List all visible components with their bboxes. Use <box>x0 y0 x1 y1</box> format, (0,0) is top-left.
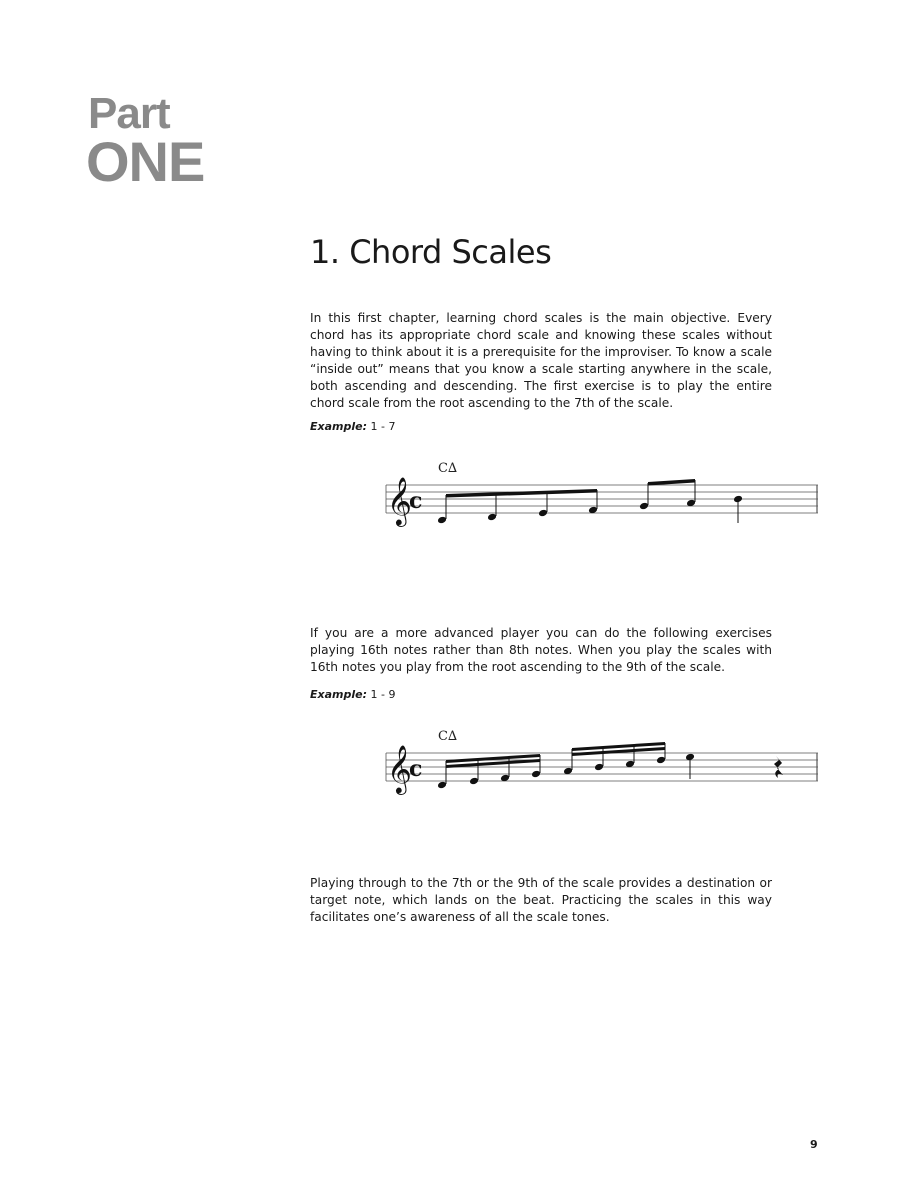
example-range: 1 - 9 <box>367 688 396 701</box>
treble-clef-icon: 𝄞 <box>387 744 412 793</box>
note-head <box>437 781 447 790</box>
note-head <box>469 777 479 786</box>
note-head <box>437 516 447 525</box>
note-head <box>639 502 649 511</box>
example-range: 1 - 7 <box>367 420 396 433</box>
note-head <box>487 513 497 522</box>
note-head <box>594 763 604 772</box>
paragraph-intro: In this first chapter, learning chord scales is the main objective. Every chord has its appropriate chord scale and knowing these scales without having to think about it is a prerequisite for the improviser. To know a scale “inside out” means that you know a scale starting anywhere in the scale, both ascending and descending. The first exercise is to play the entire chord scale from the root ascending to the 7th of the scale. <box>310 311 772 410</box>
note-head <box>538 509 548 518</box>
chord-symbol: C∆ <box>438 461 458 476</box>
time-signature: c <box>409 488 423 514</box>
time-signature: c <box>409 756 423 782</box>
note-head <box>656 756 666 765</box>
beam <box>648 479 695 486</box>
chapter-title: 1. Chord Scales <box>310 233 552 271</box>
chord-symbol: C∆ <box>438 729 458 744</box>
music-staff-1 <box>380 455 825 535</box>
treble-clef-icon: 𝄞 <box>387 476 412 525</box>
part-number: ONE <box>86 130 205 193</box>
paragraph-conclusion: Playing through to the 7th or the 9th of the scale provides a destination or target note, which lands on the beat. Practicing the scales in this way facilitates one’s awareness of all the scale tones. <box>310 876 772 924</box>
example-label-1 <box>310 420 395 433</box>
paragraph-advanced: If you are a more advanced player you can do the following exercises playing 16th notes rather than 8th notes. When you play the scales with 16th notes you play from the root ascending to the 9th of the scale. <box>310 626 772 674</box>
music-staff-2 <box>380 723 825 803</box>
staff-lines <box>386 485 818 513</box>
example-label-text: Example: <box>310 688 367 701</box>
note-head <box>531 770 541 779</box>
example-label-text: Example: <box>310 420 367 433</box>
beam <box>446 489 597 498</box>
part-word: Part <box>88 89 170 138</box>
example-label-2 <box>310 688 395 701</box>
page-number: 9 <box>810 1138 818 1151</box>
